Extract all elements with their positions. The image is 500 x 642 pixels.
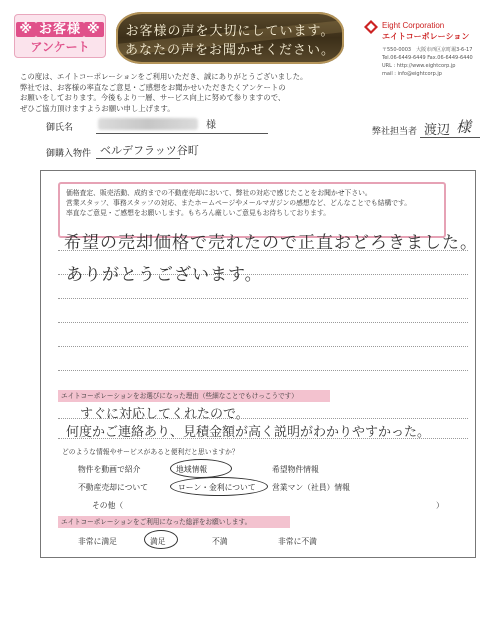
service-question: どのような情報やサービスがあると便利だと思いますか？ — [62, 448, 239, 456]
badge-deco-right: ※ — [84, 22, 104, 37]
option-staff-info[interactable]: 営業マン（社員）情報 — [272, 483, 350, 492]
badge-deco-left: ※ — [16, 22, 36, 37]
comment-rule — [58, 322, 468, 323]
staff-label: 弊社担当者 — [372, 127, 418, 137]
name-label: 御氏名 — [46, 123, 74, 133]
intro-text — [20, 72, 440, 114]
badge-subtitle: アンケート — [30, 40, 90, 54]
option-video[interactable]: 物件を動画で紹介 — [78, 465, 141, 474]
notice-line: 営業スタッフ、事務スタッフの対応、またホームページやメールマガジンの感想など、どんなことでも結構です。 — [66, 199, 412, 208]
staff-name: 渡辺 — [424, 123, 451, 138]
badge-line1: お客様 — [36, 22, 84, 37]
comment-rule — [58, 370, 468, 371]
option-other-close: ） — [436, 501, 444, 510]
name-underline — [96, 133, 268, 134]
option-other[interactable]: その他（ — [92, 501, 124, 510]
reason-handwriting-2: 何度かご連絡あり、見積金額が高く説明がわかりやすかった。 — [66, 425, 431, 440]
property-label: 御購入物件 — [46, 149, 92, 159]
intro-line: ぜひご協力頂けますようお願い申し上げます。 — [20, 103, 175, 113]
intro-line: 弊社では、お客様の率直なご意見・ご感想をお聞かせいただきたくアンケートの — [20, 82, 286, 92]
reason-section-bar: エイトコーポレーションをお選びになった理由（些細なことでもけっこうです） — [58, 390, 330, 402]
rating-very-dissatisfied[interactable]: 非常に不満 — [278, 537, 317, 546]
redacted-customer-name — [98, 118, 198, 130]
option-loan[interactable]: ローン・金利について — [178, 483, 256, 492]
company-name-jp: エイトコーポレーション — [382, 32, 470, 41]
comment-rule — [58, 298, 468, 299]
company-logo-icon — [364, 20, 378, 34]
property-underline — [96, 158, 180, 159]
notice-line: 率直なご意見・ご感想をお願いします。もちろん厳しいご意見もお待ちしております。 — [66, 209, 330, 218]
reason-rule — [58, 418, 468, 419]
rating-satisfied[interactable]: 満足 — [150, 537, 166, 546]
option-wish-property[interactable]: 希望物件情報 — [272, 465, 319, 474]
selected-circle-satisfied — [144, 530, 178, 549]
intro-line: この度は、エイトコーポレーションをご利用いただき、誠にありがとうございました。 — [20, 72, 308, 81]
name-suffix: 様 — [206, 120, 216, 131]
company-mail: mail : info@eightcorp.jp — [382, 71, 442, 77]
badge-title — [15, 18, 105, 37]
banner-line-1: お客様の声を大切にしています。 — [125, 24, 335, 39]
rating-very-satisfied[interactable]: 非常に満足 — [78, 537, 117, 546]
property-value: ベルデフラッツ谷町 — [100, 144, 199, 157]
rating-section-bar: エイトコーポレーションをご利用になった総評をお願いします。 — [58, 516, 290, 528]
company-tel: Tel.06-6449-6449 Fax.06-6449-6440 — [382, 55, 473, 61]
company-name-en: Eight Corporation — [382, 21, 445, 30]
survey-badge — [14, 14, 106, 58]
banner-line-2: あなたの声をお聞かせください。 — [124, 43, 335, 58]
company-url: URL : http://www.eightcorp.jp — [382, 63, 456, 69]
company-address: 〒550-0003 大阪市西区京町堀3-6-17 — [382, 47, 473, 53]
option-sale[interactable]: 不動産売却について — [78, 483, 149, 492]
intro-line: お願いをしております。今後もより一層、サービス向上に努めて参りますので、 — [20, 93, 286, 102]
staff-signature: 様 — [456, 118, 472, 136]
comment-handwriting-1: 希望の売却価格で売れたので正直おどろきました。 — [64, 233, 478, 253]
reason-rule — [58, 438, 468, 439]
company-block — [362, 18, 492, 78]
header-banner — [116, 12, 344, 64]
reason-handwriting-1: すぐに対応してくれたので。 — [80, 407, 249, 422]
option-local-info[interactable]: 地域情報 — [176, 465, 208, 474]
selected-circle-loan — [170, 477, 268, 496]
comment-rule — [58, 346, 468, 347]
notice-line: 価格査定、販売活動、成約までの不動産売却において、弊社の対応で感じたことをお聞かせ下さい。 — [66, 189, 372, 197]
staff-underline — [420, 137, 480, 138]
comment-handwriting-2: ありがとうございます。 — [66, 265, 263, 285]
rating-dissatisfied[interactable]: 不満 — [212, 537, 228, 546]
selected-circle-local-info — [170, 459, 232, 478]
